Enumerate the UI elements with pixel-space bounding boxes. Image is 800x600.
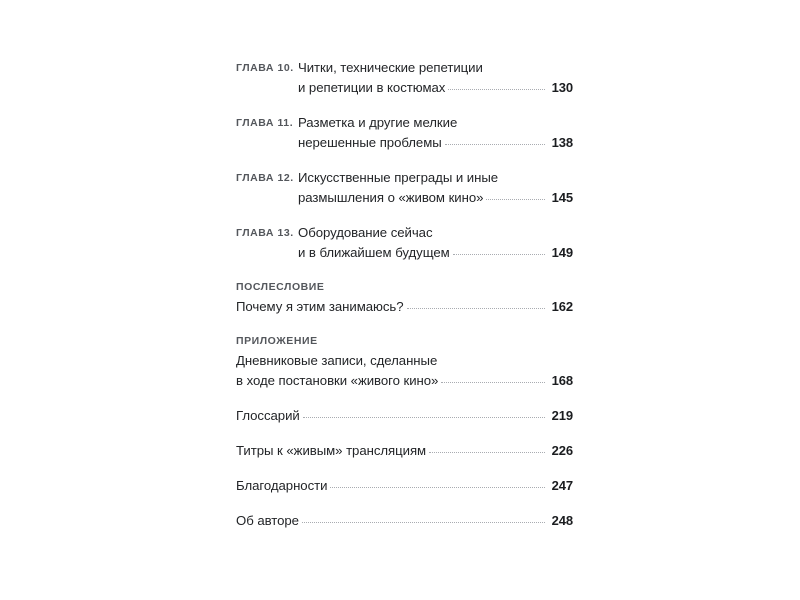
title-text: Дневниковые записи, сделанные bbox=[236, 353, 438, 368]
chapter-title-block bbox=[298, 223, 573, 263]
toc-entry-afterword[interactable] bbox=[236, 278, 573, 317]
section-heading: ПРИЛОЖЕНИЕ bbox=[236, 335, 318, 347]
page-number: 130 bbox=[551, 80, 573, 95]
title-line bbox=[298, 58, 573, 78]
title-line-with-page bbox=[236, 441, 573, 461]
title-text: Читки, технические репетиции bbox=[298, 60, 483, 75]
title-line-with-page bbox=[236, 476, 573, 496]
chapter-label: ГЛАВА 12. bbox=[236, 172, 294, 184]
page-number: 219 bbox=[551, 408, 573, 423]
chapter-label: ГЛАВА 11. bbox=[236, 117, 294, 129]
title-text: Почему я этим занимаюсь? bbox=[236, 299, 404, 314]
page-number: 138 bbox=[551, 135, 573, 150]
title-text: и репетиции в костюмах bbox=[298, 80, 446, 95]
title-line bbox=[298, 168, 573, 188]
dot-leader bbox=[441, 371, 545, 385]
title-line-with-page bbox=[298, 133, 573, 153]
title-line-with-page bbox=[236, 371, 573, 391]
chapter-title-block bbox=[298, 58, 573, 98]
page-number: 145 bbox=[551, 190, 573, 205]
title-line-with-page bbox=[298, 188, 573, 208]
dot-leader bbox=[445, 133, 545, 147]
page-number: 248 bbox=[551, 513, 573, 528]
title-text: Титры к «живым» трансляциям bbox=[236, 443, 427, 458]
page-number: 168 bbox=[551, 373, 573, 388]
dot-leader bbox=[453, 243, 545, 257]
title-text: размышления о «живом кино» bbox=[298, 190, 484, 205]
dot-leader bbox=[407, 297, 545, 311]
title-text: в ходе постановки «живого кино» bbox=[236, 373, 439, 388]
page-number: 162 bbox=[551, 299, 573, 314]
dot-leader bbox=[303, 406, 545, 420]
title-text: Разметка и другие мелкие bbox=[298, 115, 458, 130]
title-text: Благодарности bbox=[236, 478, 328, 493]
title-line-with-page bbox=[298, 78, 573, 98]
toc-entry-chapter-13[interactable] bbox=[236, 223, 573, 263]
toc-entry-chapter-10[interactable] bbox=[236, 58, 573, 98]
title-line bbox=[298, 223, 573, 243]
title-line bbox=[298, 113, 573, 133]
page-number: 226 bbox=[551, 443, 573, 458]
chapter-label: ГЛАВА 10. bbox=[236, 62, 294, 74]
toc-entry-about-author[interactable] bbox=[236, 511, 573, 531]
title-line-with-page bbox=[236, 511, 573, 531]
title-line-with-page bbox=[236, 297, 573, 317]
page-number: 247 bbox=[551, 478, 573, 493]
title-line-with-page bbox=[298, 243, 573, 263]
table-of-contents bbox=[236, 58, 573, 531]
chapter-label: ГЛАВА 13. bbox=[236, 227, 294, 239]
dot-leader bbox=[429, 441, 545, 455]
dot-leader bbox=[486, 188, 545, 202]
toc-entry-glossary[interactable] bbox=[236, 406, 573, 426]
dot-leader bbox=[448, 78, 545, 92]
title-line-with-page bbox=[236, 406, 573, 426]
title-text: Глоссарий bbox=[236, 408, 300, 423]
title-text: Искусственные преграды и иные bbox=[298, 170, 499, 185]
chapter-title-block bbox=[298, 113, 573, 153]
dot-leader bbox=[330, 476, 545, 490]
title-text: нерешенные проблемы bbox=[298, 135, 442, 150]
toc-entry-chapter-12[interactable] bbox=[236, 168, 573, 208]
toc-entry-appendix[interactable] bbox=[236, 332, 573, 391]
title-text: Об авторе bbox=[236, 513, 299, 528]
toc-entry-chapter-11[interactable] bbox=[236, 113, 573, 153]
section-heading: ПОСЛЕСЛОВИЕ bbox=[236, 281, 325, 293]
toc-entry-acknowledgements[interactable] bbox=[236, 476, 573, 496]
title-line bbox=[236, 351, 573, 371]
dot-leader bbox=[302, 511, 545, 525]
title-text: Оборудование сейчас bbox=[298, 225, 433, 240]
title-text: и в ближайшем будущем bbox=[298, 245, 450, 260]
chapter-title-block bbox=[298, 168, 573, 208]
page-number: 149 bbox=[551, 245, 573, 260]
toc-entry-credits[interactable] bbox=[236, 441, 573, 461]
